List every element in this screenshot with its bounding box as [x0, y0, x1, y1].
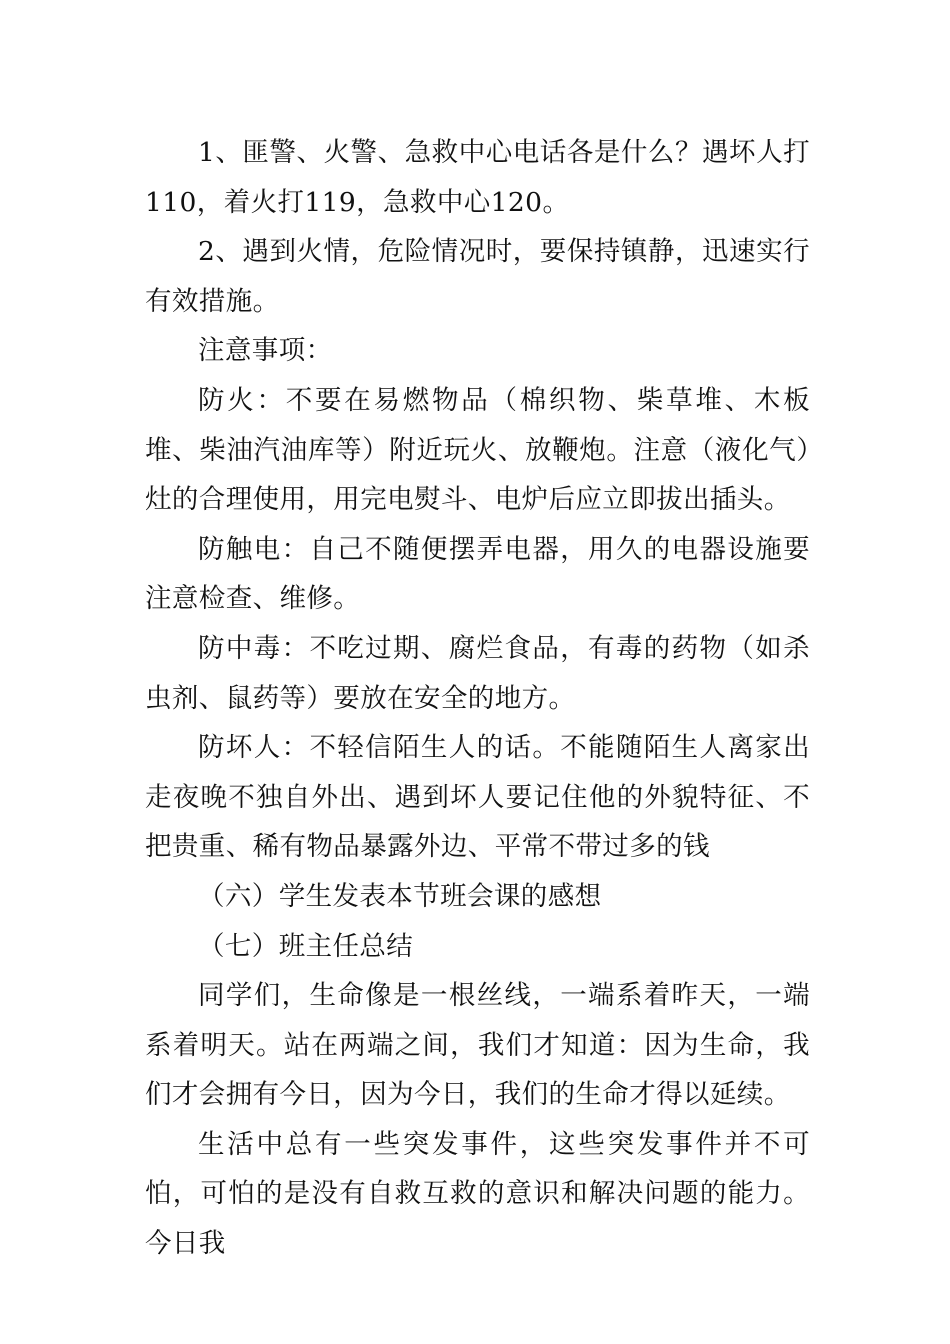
paragraph-stay-calm: 2、遇到火情，危险情况时，要保持镇静，迅速实行有效措施。	[145, 236, 810, 317]
paragraph-emergency-numbers: 1、匪警、火警、急救中心电话各是什么？遇坏人打110，着火打119，急救中心120。	[145, 137, 810, 218]
paragraph-emergencies: 生活中总有一些突发事件，这些突发事件并不可怕，可怕的是没有自救互救的意识和解决问题的能力。今日我	[145, 1128, 810, 1260]
section-heading-six: （六）学生发表本节班会课的感想	[198, 880, 602, 912]
paragraph-electric-safety: 防触电：自己不随便摆弄电器，用久的电器设施要注意检查、维修。	[145, 533, 810, 615]
paragraph-poison-safety: 防中毒：不吃过期、腐烂食品，有毒的药物（如杀虫剂、鼠药等）要放在安全的地方。	[145, 632, 810, 714]
document-body	[145, 128, 810, 1269]
paragraph-fire-prevention: 防火：不要在易燃物品（棉织物、柴草堆、木板堆、柴油汽油库等）附近玩火、放鞭炮。注意（液化气）灶的合理使用，用完电熨斗、电炉后应立即拔出插头。	[145, 384, 810, 516]
paragraph-notes-heading: 注意事项：	[198, 335, 333, 367]
paragraph-stranger-safety: 防坏人：不轻信陌生人的话。不能随陌生人离家出走夜晚不独自外出、遇到坏人要记住他的外貌特征、不把贵重、稀有物品暴露外边、平常不带过多的钱	[145, 732, 810, 863]
paragraph-life-thread: 同学们，生命像是一根丝线，一端系着昨天，一端系着明天。站在两端之间，我们才知道：因为生命，我们才会拥有今日，因为今日，我们的生命才得以延续。	[145, 980, 810, 1111]
section-heading-seven: （七）班主任总结	[198, 930, 414, 962]
